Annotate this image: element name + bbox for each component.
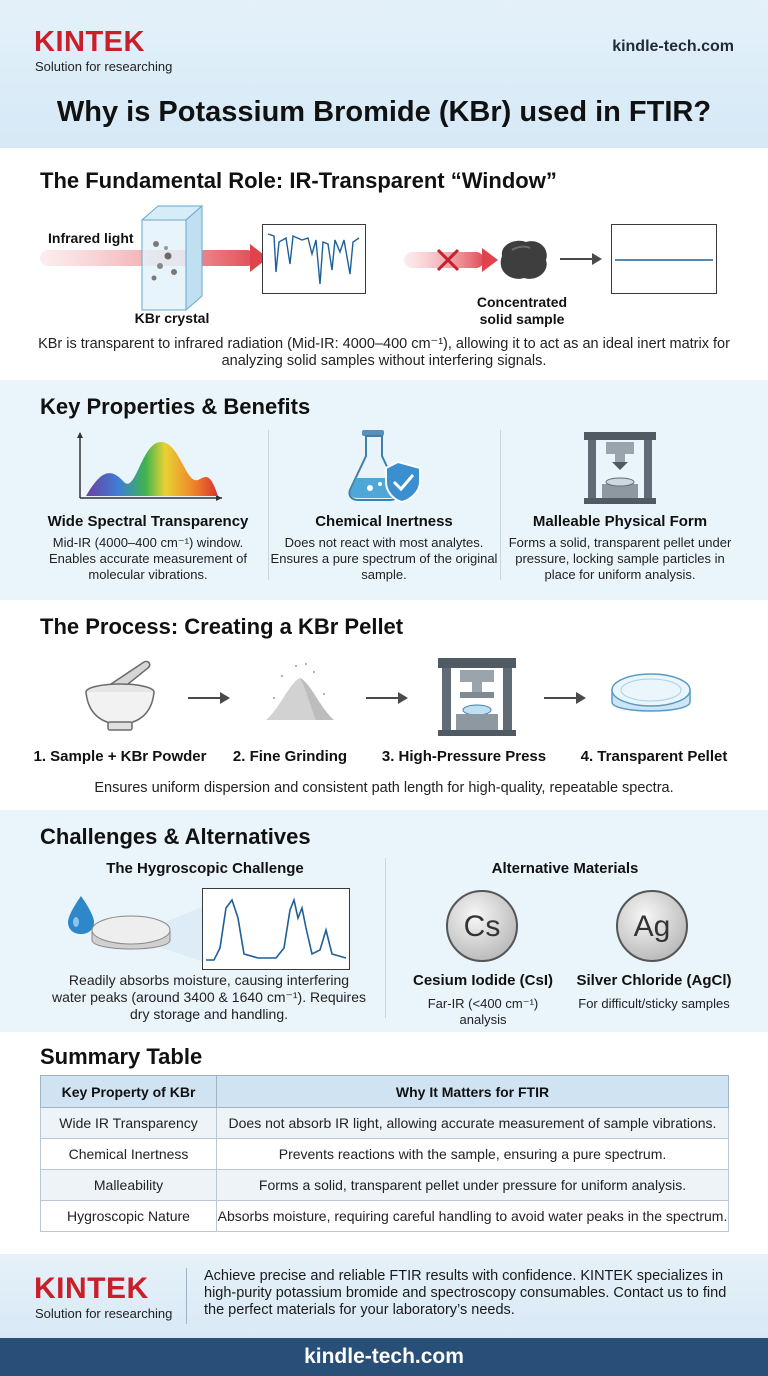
table-header-row [41,1076,729,1108]
summary-table [40,1075,729,1232]
pellet-icon [608,666,694,726]
table-cell: Hygroscopic Nature [41,1201,217,1232]
mortar-pestle-icon [82,658,158,734]
challenges-section [0,810,768,1032]
hygroscopic-title: The Hygroscopic Challenge [106,860,304,877]
flat-spectrum-icon [611,224,717,294]
step-label: 3. High-Pressure Press [381,748,547,765]
section-title: The Fundamental Role: IR-Transparent “Window” [40,168,557,193]
table-cell: Prevents reactions with the sample, ensuring a pure spectrum. [217,1139,729,1170]
alternatives-title: Alternative Materials [491,860,639,877]
alternative-name: Cesium Iodide (CsI) [412,972,554,989]
powder-pile-icon [260,658,340,728]
fundamental-role-section [0,148,768,380]
section-title: Challenges & Alternatives [40,824,311,849]
blocked-beam-icon [404,246,500,276]
step-label: 1. Sample + KBr Powder [33,748,207,765]
press-icon [582,430,658,506]
step-label: 4. Transparent Pellet [580,748,728,765]
infrared-label: Infrared light [48,230,134,246]
alternative-name: Silver Chloride (AgCl) [576,972,732,989]
brand-tagline: Solution for researching [35,59,173,74]
property-desc: Mid-IR (4000–400 cm⁻¹) window. Enables accurate measurement of molecular vibrations. [49,535,247,582]
property-title: Wide Spectral Transparency [47,513,249,530]
role-description: KBr is transparent to infrared radiation (Mid-IR: 4000–400 cm⁻¹), allowing it to act as an ideal inert matrix for analyzing solid samples without interfering signals. [38,336,730,369]
divider [500,430,501,580]
step-label: 2. Fine Grinding [232,748,348,765]
alternative-desc: For difficult/sticky samples [578,996,730,1011]
hydraulic-press-icon [436,656,518,738]
arrow-right-icon [544,690,588,706]
solid-sample-icon [494,236,552,284]
water-peaks-spectrum-icon [202,888,350,970]
table-cell: Forms a solid, transparent pellet under pressure for uniform analysis. [217,1170,729,1201]
kbr-crystal-icon [138,204,206,314]
section-title: Key Properties & Benefits [40,394,311,419]
property-title: Chemical Inertness [315,513,453,530]
table-cell: Absorbs moisture, requiring careful handling to avoid water peaks in the spectrum. [217,1201,729,1232]
column-header: Key Property of KBr [41,1076,217,1108]
table-cell: Chemical Inertness [41,1139,217,1170]
arrow-right-icon [188,690,232,706]
property-desc: Does not react with most analytes. Ensures a pure spectrum of the original sample. [270,535,498,582]
cs-element-icon [444,888,520,964]
footer [0,1338,768,1376]
table-row [41,1170,729,1201]
table-row [41,1201,729,1232]
table-row [41,1108,729,1139]
properties-section [0,380,768,600]
arrow-right-icon [366,690,410,706]
table-cell: Malleability [41,1170,217,1201]
hygroscopic-desc: Readily absorbs moisture, causing interfering water peaks (around 3400 & 1640 cm⁻¹). Requires dry storage and handling. [52,972,366,1022]
ag-symbol: Ag [633,910,671,943]
process-section [0,600,768,810]
alternative-desc: Far-IR (<400 cm⁻¹) analysis [427,996,539,1027]
crystal-label: KBr crystal [134,310,210,326]
summary-section [0,1032,768,1254]
property-desc: Forms a solid, transparent pellet under pressure, locking sample particles in place for uniform analysis. [508,535,732,582]
section-title: Summary Table [40,1044,203,1069]
brand-tagline: Solution for researching [35,1306,173,1321]
brand-logo[interactable]: KINTEK [34,1272,149,1305]
arrow-right-icon [560,251,604,267]
divider [385,858,386,1018]
divider [186,1268,187,1324]
page-title: Why is Potassium Bromide (KBr) used in FTIR? [56,96,712,128]
property-title: Malleable Physical Form [532,513,708,530]
header [0,0,768,148]
section-title: The Process: Creating a KBr Pellet [40,614,404,639]
column-header: Why It Matters for FTIR [217,1076,729,1108]
cta-text: Achieve precise and reliable FTIR results with confidence. KINTEK specializes in high-purity potassium bromide and spectroscopy consumables. Contact us to find the perfect materials for your laboratory’s needs. [204,1268,727,1318]
brand-logo[interactable]: KINTEK [34,26,145,58]
cs-symbol: Cs [463,910,501,943]
divider [268,430,269,580]
cta-section [0,1254,768,1338]
process-description: Ensures uniform dispersion and consistent path length for high-quality, repeatable spectra. [94,780,674,796]
table-cell: Wide IR Transparency [41,1108,217,1139]
ag-element-icon [614,888,690,964]
table-row [41,1139,729,1170]
table-cell: Does not absorb IR light, allowing accurate measurement of sample vibrations. [217,1108,729,1139]
sample-label: Concentrated solid sample [476,294,568,327]
ir-spectrum-icon [262,224,366,294]
spectrum-icon [76,432,226,504]
flask-shield-icon [346,428,424,504]
site-link[interactable]: kindle-tech.com [612,38,734,55]
wet-pellet-icon [86,906,206,966]
footer-site-link[interactable]: kindle-tech.com [304,1345,464,1368]
